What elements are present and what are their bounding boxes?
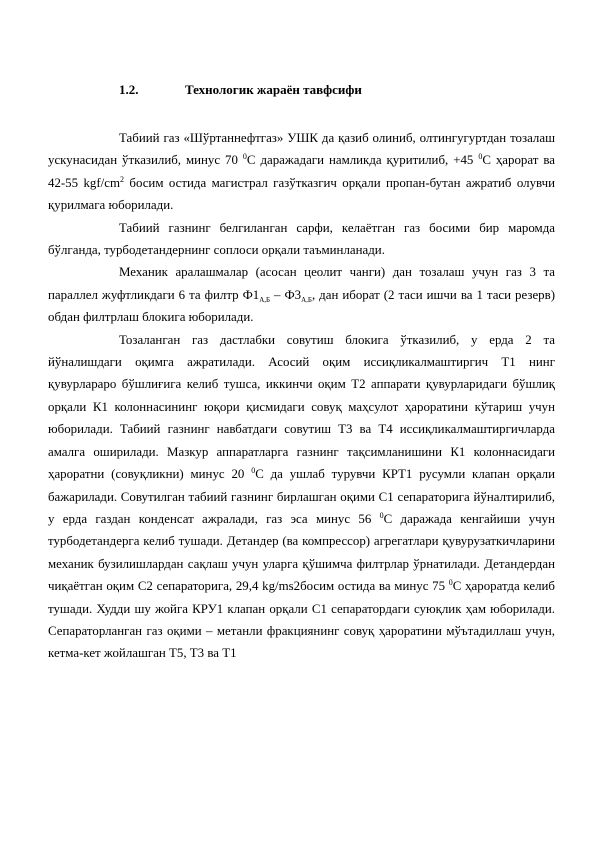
section-heading <box>119 82 362 98</box>
degree-superscript: 0 <box>448 578 453 588</box>
body-text <box>48 127 556 665</box>
paragraph-3-text-b: – Ф3 <box>270 287 302 302</box>
squared-superscript: 2 <box>119 174 124 184</box>
degree-superscript: 0 <box>478 152 483 162</box>
paragraph-4-text-a: Тозаланган газ дастлабки совутиш блокига ўтказилиб, у ерда 2 та йўналишдаги оқимга ажратилади. Асосий оқим иссиқликалмаштиргич Т1 нинг қувурлараро бўшлиғига келиб тушса, иккинчи оқим Т2 аппарати қувурларидаги бўшлиқ орқали К1 колоннасининг юқори қисмидаги совуқ маҳсулот ҳароратини кўтариш учун юборилади. Табиий газнинг навбатдаги совутиш Т3 ва Т4 иссиқликалмаштиргичларда амалга оширилади. Мазкур аппаратларга газнинг тақсимланишини К1 колоннасидаги ҳароратни (совуқликни) минус 20 <box>48 332 555 482</box>
paragraph-4-text-d: С ҳароратда келиб тушади. Худди шу жойга КРУ1 клапан орқали С1 сепаратордаги суюқлик ҳам юборилади. Сепараторланган газ оқими – метанли фракциянинг совуқ ҳароратини мўътадиллаш учун, кетма-кет жойлашган Т5, Т3 ва Т1 <box>48 579 555 661</box>
section-title: Технологик жараён тавфсифи <box>185 82 362 97</box>
paragraph-1 <box>48 127 555 217</box>
paragraph-4-text-b: С да ушлаб турувчи КРТ1 русумли клапан орқали бажарилади. Совутилган табиий газнинг бирлашган оқими С1 сепараторига йўналтирилиб, у ерда газдан конденсат ажралади, газ эса минус 56 <box>48 467 555 526</box>
paragraph-4-text-c: С даражада кенгайиши учун турбодетандерга келиб тушади. Детандер (ва компрессор) агрегатлари қувурузаткичларини механик бузилишлардан сақлаш учун уларга қўшимча филтрлар ўрнатилади. Детандердан чиқаётган оқим С2 сепараторига, 29,4 kg/ms2босим остида ва минус 75 <box>48 511 555 594</box>
paragraph-3 <box>48 261 555 328</box>
paragraph-1-text-d: босим остида магистрал газўтказгич орқали пропан-бутан ажратиб олувчи қурилмага юборилади. <box>48 175 555 213</box>
paragraph-1-text-a: Табиий газ «Шўртаннефтгаз» УШК да қазиб олиниб, олтингугуртдан тозалаш ускунасидан ўтказилиб, минус 70 <box>48 131 555 168</box>
paragraph-2 <box>48 217 555 262</box>
paragraph-2-text: Табиий газнинг белгиланган сарфи, келаётган газ босими бир маромда бўлганда, турбодетандернинг соплоси орқали таъминланади. <box>48 220 555 258</box>
degree-superscript: 0 <box>251 466 256 476</box>
paragraph-3-text-c: , дан иборат (2 таси ишчи ва 1 таси резерв) обдан филтрлаш блокига юборилади. <box>48 287 556 325</box>
degree-superscript: 0 <box>242 152 247 162</box>
paragraph-4 <box>48 329 555 665</box>
paragraph-1-text-c: С ҳарорат ва 42-55 kgf/cm <box>48 153 555 190</box>
filter-subscript: А,Б <box>301 295 312 304</box>
degree-superscript: 0 <box>379 510 384 520</box>
filter-subscript: А,Б <box>259 295 271 304</box>
paragraph-1-text-b: С даражадаги намликда қуритилиб, +45 <box>246 153 474 168</box>
section-number: 1.2. <box>119 82 139 97</box>
paragraph-3-text-a: Механик аралашмалар (асосан цеолит чанги) дан тозалаш учун газ 3 та параллел жуфтликдаги 6 та филтр Ф1 <box>48 265 555 302</box>
